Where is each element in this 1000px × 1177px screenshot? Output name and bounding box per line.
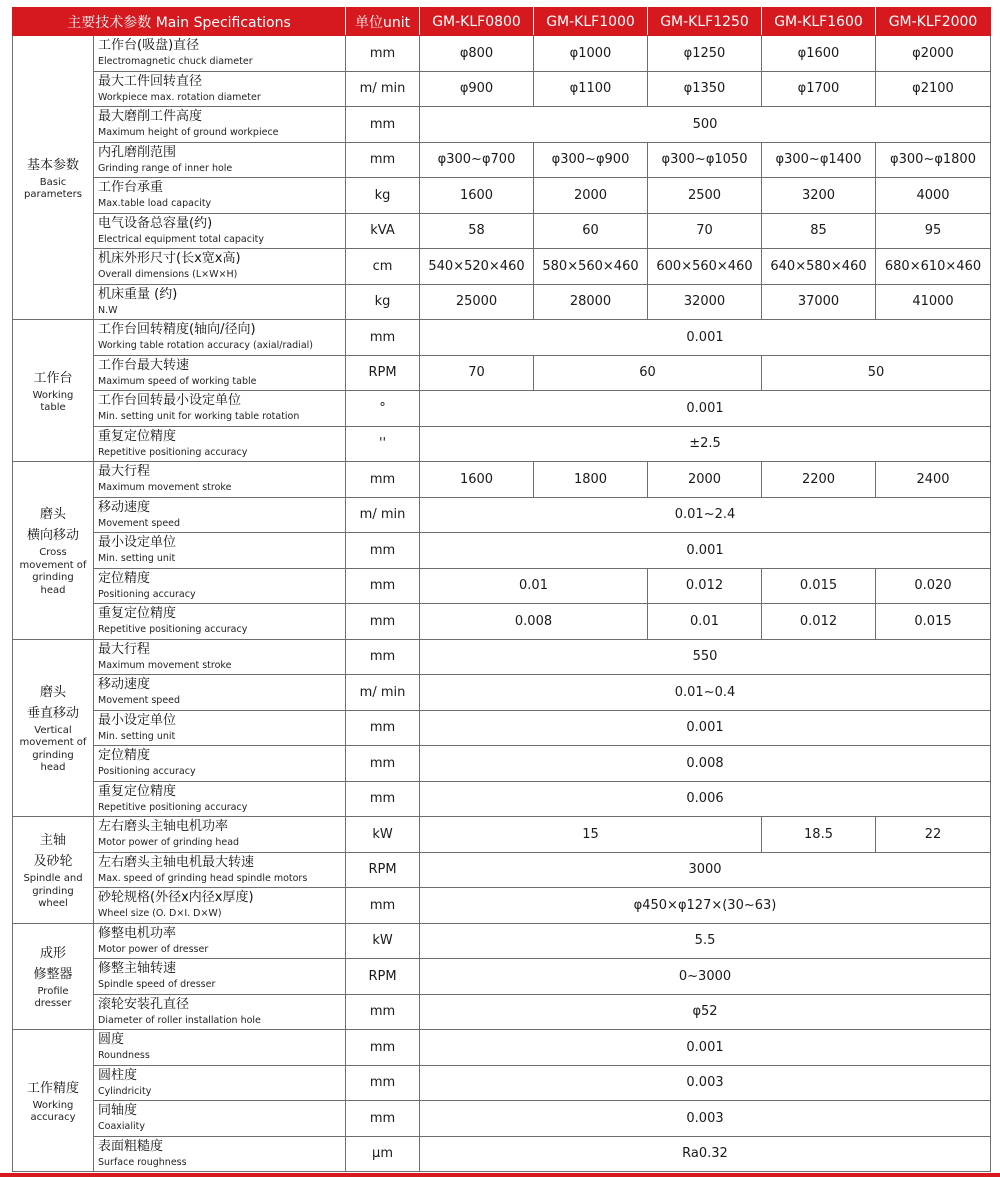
group-label-zh: 主轴: [39, 833, 66, 848]
parameter-cell: [94, 959, 346, 995]
value-cell: 60: [534, 213, 648, 249]
group-label-en-line: grinding: [32, 572, 74, 584]
group-label-en: [13, 391, 93, 414]
value-cell: 2400: [876, 462, 991, 498]
value-cell: φ300~φ1050: [648, 142, 762, 178]
unit-cell: mm: [346, 142, 420, 178]
parameter-name-zh: 左右磨头主轴电机功率: [98, 819, 229, 834]
unit-cell: cm: [346, 249, 420, 285]
group-label-en-line: head: [40, 584, 66, 596]
parameter-name-en: Cylindricity: [98, 1085, 152, 1097]
value-cell: 0.015: [762, 568, 876, 604]
parameter-name-en: Working table rotation accuracy (axial/radial): [98, 340, 314, 351]
value-cell: 41000: [876, 284, 991, 320]
value-cell: 0~3000: [420, 959, 991, 995]
parameter-cell: [94, 142, 346, 178]
parameter-cell: [94, 249, 346, 285]
group-label-zh: 垂直移动: [26, 705, 79, 721]
parameter-name-zh: 工作台承重: [98, 180, 164, 195]
table-row: [13, 888, 991, 924]
group-label: [13, 923, 94, 1030]
table-row: [13, 746, 991, 782]
value-cell: 0.01: [420, 568, 648, 604]
group-label-en-line: Basic: [39, 176, 67, 188]
value-cell: φ2000: [876, 36, 991, 72]
parameter-name-en: Maximum height of ground workpiece: [98, 127, 279, 138]
parameter-name-zh: 左右磨头主轴电机最大转速: [98, 854, 255, 870]
value-cell: 500: [420, 107, 991, 143]
value-cell: 580×560×460: [534, 249, 648, 285]
parameter-name-en: Motor power of grinding head: [98, 837, 240, 848]
parameter-name-en: Max.table load capacity: [98, 198, 212, 209]
unit-cell: mm: [346, 781, 420, 817]
group-label-en-line: Vertical: [34, 724, 72, 736]
group-label-en-line: grinding: [32, 749, 74, 761]
parameter-cell: [94, 284, 346, 320]
parameter-name-en: Max. speed of grinding head spindle motors: [98, 872, 308, 884]
value-cell: 0.001: [420, 320, 991, 356]
group-label-zh: 磨头: [39, 507, 66, 523]
table-row: [13, 817, 991, 853]
value-cell: φ1700: [762, 71, 876, 107]
parameter-name-zh: 修整主轴转速: [98, 961, 177, 976]
parameter-name-en: N.W: [98, 304, 118, 316]
parameter-cell: [94, 710, 346, 746]
parameter-cell: [94, 462, 346, 498]
unit-cell: kVA: [346, 213, 420, 249]
value-cell: φ300~φ1800: [876, 142, 991, 178]
value-cell: ±2.5: [420, 426, 991, 462]
parameter-cell: [94, 391, 346, 427]
value-cell: 3000: [420, 852, 991, 888]
unit-cell: kW: [346, 817, 420, 853]
parameter-name-zh: 内孔磨削范围: [98, 144, 177, 160]
parameter-name-zh: 重复定位精度: [98, 428, 177, 444]
table-row: [13, 178, 991, 214]
unit-cell: kg: [346, 284, 420, 320]
header-spec-label: 主要技术参数 Main Specifications: [13, 8, 346, 36]
group-label-en: [13, 726, 93, 774]
value-cell: 0.008: [420, 604, 648, 640]
value-cell: 0.01~0.4: [420, 675, 991, 711]
group-label: [13, 817, 94, 924]
parameter-name-zh: 最小设定单位: [98, 712, 177, 728]
unit-cell: m/ min: [346, 675, 420, 711]
value-cell: 1800: [534, 462, 648, 498]
parameter-name-en: Motor power of dresser: [98, 943, 209, 955]
table-row: [13, 320, 991, 356]
table-row: [13, 213, 991, 249]
parameter-name-zh: 工作台回转精度(轴向/径向): [98, 322, 256, 337]
table-row: [13, 71, 991, 107]
unit-cell: mm: [346, 1030, 420, 1066]
value-cell: 0.008: [420, 746, 991, 782]
group-label-en-line: dresser: [34, 998, 72, 1010]
group-label: [13, 1030, 94, 1172]
group-label-en-line: Working: [32, 389, 74, 401]
group-label: [13, 639, 94, 817]
table-row: [13, 1065, 991, 1101]
value-cell: 0.001: [420, 710, 991, 746]
group-label-en-line: table: [40, 402, 66, 413]
group-label-en-line: grinding: [32, 885, 74, 897]
parameter-name-en: Positioning accuracy: [98, 588, 196, 600]
unit-cell: mm: [346, 36, 420, 72]
group-label-en-line: movement of: [19, 737, 87, 749]
parameter-name-zh: 最大行程: [98, 641, 151, 657]
group-label: [13, 462, 94, 640]
value-cell: 0.001: [420, 533, 991, 569]
table-row: [13, 249, 991, 285]
table-row: [13, 355, 991, 391]
value-cell: 15: [420, 817, 762, 853]
parameter-cell: [94, 36, 346, 72]
table-row: [13, 781, 991, 817]
parameter-name-zh: 重复定位精度: [98, 606, 177, 621]
parameter-name-zh: 工作台回转最小设定单位: [98, 393, 242, 408]
value-cell: 2500: [648, 178, 762, 214]
value-cell: φ1600: [762, 36, 876, 72]
value-cell: 4000: [876, 178, 991, 214]
group-label-en-line: Profile: [37, 985, 69, 997]
value-cell: 680×610×460: [876, 249, 991, 285]
group-label: [13, 320, 94, 462]
value-cell: 70: [648, 213, 762, 249]
value-cell: φ52: [420, 994, 991, 1030]
table-row: [13, 1030, 991, 1066]
parameter-name-en: Min. setting unit: [98, 730, 176, 742]
header-model: GM-KLF1600: [762, 8, 876, 36]
value-cell: 95: [876, 213, 991, 249]
table-row: [13, 462, 991, 498]
header-model: GM-KLF2000: [876, 8, 991, 36]
value-cell: 0.001: [420, 1030, 991, 1066]
parameter-name-en: Overall dimensions (L×W×H): [98, 269, 238, 280]
unit-cell: °: [346, 391, 420, 427]
parameter-cell: [94, 1030, 346, 1066]
group-label-en: [13, 1101, 93, 1124]
unit-cell: RPM: [346, 959, 420, 995]
table-row: [13, 533, 991, 569]
value-cell: 540×520×460: [420, 249, 534, 285]
table-row: [13, 994, 991, 1030]
value-cell: φ450×φ127×(30~63): [420, 888, 991, 924]
header-model: GM-KLF0800: [420, 8, 534, 36]
unit-cell: mm: [346, 1065, 420, 1101]
group-label-zh: 磨头: [39, 684, 66, 700]
value-cell: 85: [762, 213, 876, 249]
table-row: [13, 391, 991, 427]
group-label-en-line: Spindle and: [23, 873, 83, 884]
parameter-cell: [94, 888, 346, 924]
parameter-cell: [94, 852, 346, 888]
value-cell: 2200: [762, 462, 876, 498]
unit-cell: mm: [346, 320, 420, 356]
unit-cell: mm: [346, 568, 420, 604]
parameter-name-en: Surface roughness: [98, 1156, 187, 1168]
parameter-cell: [94, 1101, 346, 1137]
value-cell: 0.012: [762, 604, 876, 640]
table-row: [13, 107, 991, 143]
value-cell: 32000: [648, 284, 762, 320]
unit-cell: mm: [346, 888, 420, 924]
parameter-name-zh: 表面粗糙度: [98, 1138, 164, 1154]
value-cell: 1600: [420, 462, 534, 498]
value-cell: 1600: [420, 178, 534, 214]
unit-cell: mm: [346, 107, 420, 143]
header-model: GM-KLF1000: [534, 8, 648, 36]
table-row: [13, 604, 991, 640]
parameter-name-en: Repetitive positioning accuracy: [98, 801, 248, 813]
unit-cell: mm: [346, 1101, 420, 1137]
header-row: [13, 8, 991, 36]
parameter-name-zh: 移动速度: [98, 499, 151, 515]
group-label-zh: 修整器: [33, 966, 73, 982]
parameter-name-zh: 最大磨削工件高度: [98, 109, 203, 124]
parameter-name-zh: 修整电机功率: [98, 925, 177, 941]
parameter-name-en: Maximum movement stroke: [98, 659, 232, 671]
value-cell: 600×560×460: [648, 249, 762, 285]
parameter-name-zh: 重复定位精度: [98, 783, 177, 799]
unit-cell: RPM: [346, 355, 420, 391]
parameter-name-en: Coaxiality: [98, 1121, 145, 1132]
parameter-name-en: Workpiece max. rotation diameter: [98, 91, 261, 103]
parameter-name-zh: 滚轮安装孔直径: [98, 996, 190, 1012]
parameter-name-en: Electrical equipment total capacity: [98, 233, 264, 245]
parameter-name-zh: 电气设备总容量(约): [98, 215, 213, 231]
unit-cell: mm: [346, 746, 420, 782]
group-label-en: [13, 874, 93, 910]
value-cell: φ1000: [534, 36, 648, 72]
parameter-cell: [94, 213, 346, 249]
unit-cell: mm: [346, 462, 420, 498]
parameter-cell: [94, 817, 346, 853]
value-cell: φ1350: [648, 71, 762, 107]
value-cell: 5.5: [420, 923, 991, 959]
group-label-zh: 工作精度: [26, 1080, 79, 1096]
value-cell: 2000: [648, 462, 762, 498]
parameter-cell: [94, 746, 346, 782]
parameter-name-en: Min. setting unit: [98, 553, 176, 564]
header-unit-label: 单位unit: [346, 8, 420, 36]
parameter-name-zh: 圆度: [98, 1032, 125, 1047]
unit-cell: m/ min: [346, 71, 420, 107]
specifications-table: [12, 7, 991, 1172]
table-row: [13, 710, 991, 746]
unit-cell: mm: [346, 639, 420, 675]
value-cell: φ800: [420, 36, 534, 72]
parameter-name-en: Repetitive positioning accuracy: [98, 624, 248, 635]
parameter-name-zh: 移动速度: [98, 677, 151, 692]
table-row: [13, 284, 991, 320]
value-cell: φ2100: [876, 71, 991, 107]
table-row: [13, 1101, 991, 1137]
parameter-name-zh: 圆柱度: [98, 1067, 138, 1083]
table-row: [13, 568, 991, 604]
parameter-cell: [94, 497, 346, 533]
table-row: [13, 497, 991, 533]
parameter-cell: [94, 320, 346, 356]
parameter-name-zh: 最大行程: [98, 464, 151, 479]
unit-cell: mm: [346, 604, 420, 640]
value-cell: 0.015: [876, 604, 991, 640]
table-row: [13, 852, 991, 888]
value-cell: φ1100: [534, 71, 648, 107]
unit-cell: RPM: [346, 852, 420, 888]
value-cell: 640×580×460: [762, 249, 876, 285]
value-cell: 0.012: [648, 568, 762, 604]
parameter-cell: [94, 639, 346, 675]
table-row: [13, 1136, 991, 1172]
parameter-name-zh: 定位精度: [98, 570, 151, 586]
table-row: [13, 923, 991, 959]
parameter-cell: [94, 71, 346, 107]
value-cell: 0.01~2.4: [420, 497, 991, 533]
parameter-name-en: Electromagnetic chuck diameter: [98, 56, 253, 67]
value-cell: 0.003: [420, 1101, 991, 1137]
value-cell: Ra0.32: [420, 1136, 991, 1172]
value-cell: 3200: [762, 178, 876, 214]
parameter-name-zh: 同轴度: [98, 1103, 138, 1118]
parameter-name-en: Positioning accuracy: [98, 766, 196, 777]
value-cell: 37000: [762, 284, 876, 320]
unit-cell: mm: [346, 533, 420, 569]
parameter-cell: [94, 1136, 346, 1172]
parameter-name-en: Movement speed: [98, 517, 181, 529]
group-label-zh: 基本参数: [26, 157, 79, 173]
parameter-name-zh: 最大工件回转直径: [98, 73, 203, 89]
value-cell: φ1250: [648, 36, 762, 72]
value-cell: φ900: [420, 71, 534, 107]
group-label-en-line: movement of: [19, 559, 87, 571]
group-label-en: [13, 548, 93, 596]
unit-cell: mm: [346, 994, 420, 1030]
value-cell: 58: [420, 213, 534, 249]
value-cell: 0.001: [420, 391, 991, 427]
group-label-zh: 横向移动: [26, 528, 79, 544]
group-label-zh: 及砂轮: [33, 854, 73, 869]
value-cell: φ300~φ700: [420, 142, 534, 178]
unit-cell: mm: [346, 710, 420, 746]
value-cell: 60: [534, 355, 762, 391]
parameter-cell: [94, 675, 346, 711]
unit-cell: μm: [346, 1136, 420, 1172]
parameter-name-en: Movement speed: [98, 695, 181, 706]
parameter-cell: [94, 533, 346, 569]
value-cell: 0.003: [420, 1065, 991, 1101]
parameter-name-en: Roundness: [98, 1050, 150, 1061]
parameter-cell: [94, 604, 346, 640]
value-cell: 18.5: [762, 817, 876, 853]
table-row: [13, 959, 991, 995]
value-cell: 550: [420, 639, 991, 675]
group-label-en: [13, 987, 93, 1010]
group-label-zh: 工作台: [33, 370, 73, 386]
table-row: [13, 36, 991, 72]
value-cell: 25000: [420, 284, 534, 320]
parameter-name-zh: 机床重量 (约): [98, 286, 178, 302]
unit-cell: kg: [346, 178, 420, 214]
value-cell: φ300~φ1400: [762, 142, 876, 178]
header-model: GM-KLF1250: [648, 8, 762, 36]
parameter-name-en: Maximum speed of working table: [98, 375, 257, 387]
parameter-cell: [94, 426, 346, 462]
group-label-en-line: head: [40, 762, 66, 774]
value-cell: 2000: [534, 178, 648, 214]
parameter-name-zh: 机床外形尺寸(长x宽x高): [98, 251, 241, 266]
parameter-name-en: Wheel size (O. D×I. D×W): [98, 908, 222, 919]
group-label-en-line: parameters: [23, 189, 82, 200]
group-label-en-line: accuracy: [30, 1112, 76, 1123]
table-row: [13, 639, 991, 675]
unit-cell: m/ min: [346, 497, 420, 533]
parameter-cell: [94, 178, 346, 214]
parameter-name-zh: 工作台(吸盘)直径: [98, 38, 200, 53]
group-label: [13, 36, 94, 320]
parameter-name-en: Diameter of roller installation hole: [98, 1014, 261, 1026]
unit-cell: kW: [346, 923, 420, 959]
parameter-name-zh: 工作台最大转速: [98, 357, 190, 373]
table-row: [13, 675, 991, 711]
value-cell: 50: [762, 355, 991, 391]
parameter-name-en: Grinding range of inner hole: [98, 162, 233, 174]
group-label-en-line: wheel: [38, 898, 68, 909]
parameter-name-en: Maximum movement stroke: [98, 482, 232, 493]
group-label-en-line: Cross: [39, 547, 67, 559]
value-cell: φ300~φ900: [534, 142, 648, 178]
group-label-zh: 成形: [39, 945, 66, 961]
parameter-cell: [94, 923, 346, 959]
value-cell: 28000: [534, 284, 648, 320]
group-label-en: [13, 178, 93, 201]
value-cell: 22: [876, 817, 991, 853]
parameter-name-zh: 最小设定单位: [98, 535, 177, 550]
parameter-name-en: Spindle speed of dresser: [98, 979, 216, 990]
parameter-cell: [94, 781, 346, 817]
table-row: [13, 426, 991, 462]
value-cell: 0.020: [876, 568, 991, 604]
parameter-name-en: Min. setting unit for working table rotation: [98, 411, 300, 422]
table-row: [13, 142, 991, 178]
group-label-en-line: Working: [32, 1099, 74, 1111]
parameter-name-zh: 砂轮规格(外径x内径x厚度): [98, 890, 254, 905]
parameter-cell: [94, 107, 346, 143]
unit-cell: '': [346, 426, 420, 462]
parameter-cell: [94, 1065, 346, 1101]
value-cell: 0.006: [420, 781, 991, 817]
bottom-accent-bar: [0, 1173, 1000, 1177]
parameter-name-zh: 定位精度: [98, 748, 151, 763]
parameter-cell: [94, 568, 346, 604]
value-cell: 0.01: [648, 604, 762, 640]
value-cell: 70: [420, 355, 534, 391]
parameter-cell: [94, 994, 346, 1030]
parameter-name-en: Repetitive positioning accuracy: [98, 446, 248, 458]
parameter-cell: [94, 355, 346, 391]
